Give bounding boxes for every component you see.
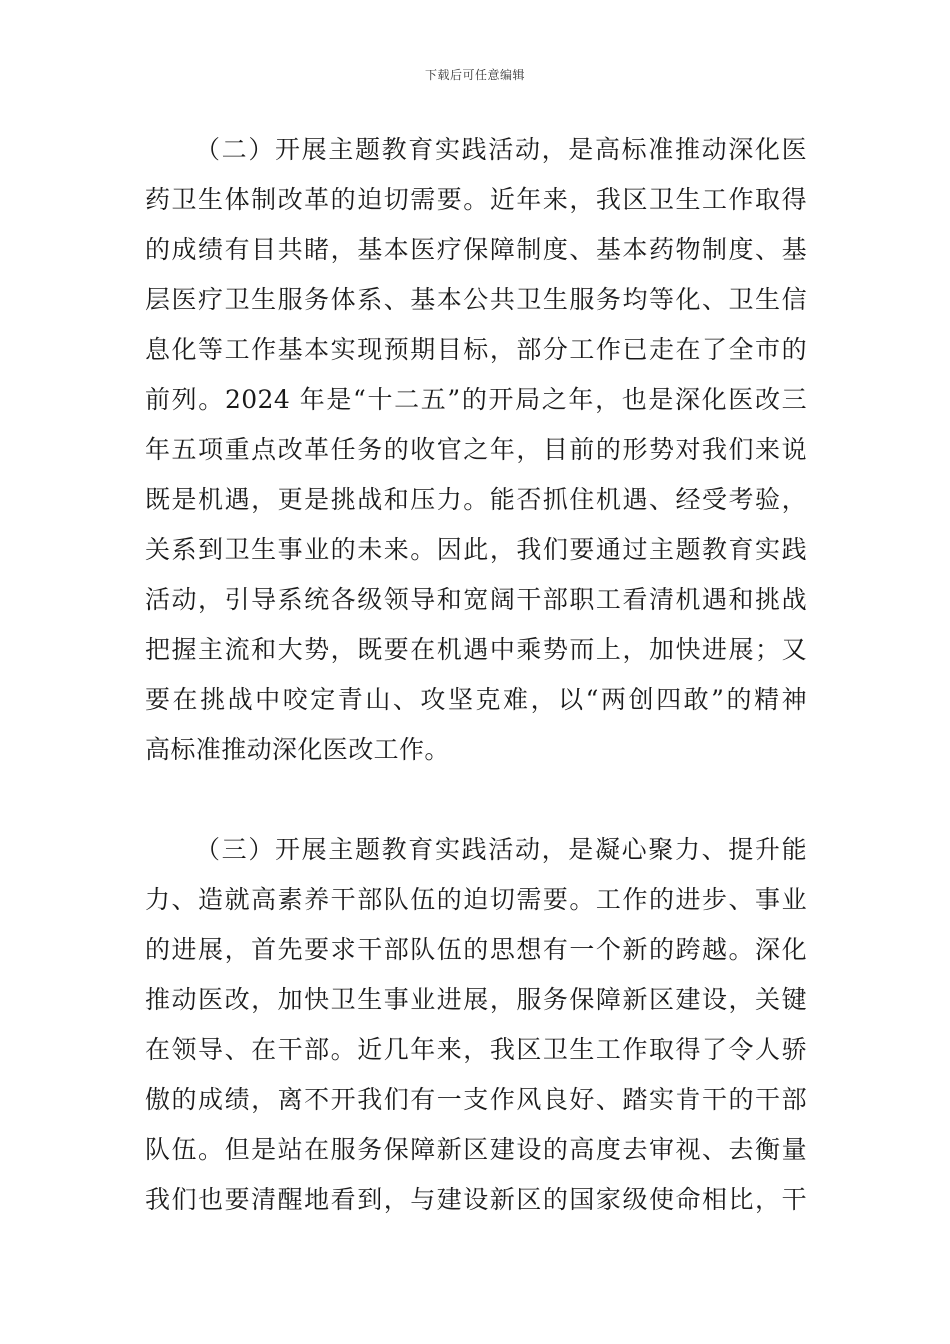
text-line: （三）开展主题教育实践活动，是凝心聚力、提升能 xyxy=(195,835,807,864)
paragraph-2 xyxy=(145,125,807,775)
text-line: 活动，引导系统各级领导和宽阔干部职工看清机遇和挑战 xyxy=(145,585,807,614)
text-line: 高标准推动深化医改工作。 xyxy=(145,735,450,764)
text-line: （二）开展主题教育实践活动，是高标准推动深化医 xyxy=(195,135,807,164)
text-line: 关系到卫生事业的未来。因此，我们要通过主题教育实践 xyxy=(145,535,807,564)
page-header: 下载后可任意编辑 xyxy=(424,68,525,82)
paragraph-3 xyxy=(145,825,807,1225)
text-line: 药卫生体制改革的迫切需要。近年来，我区卫生工作取得 xyxy=(145,185,807,214)
text-line: 队伍。但是站在服务保障新区建设的高度去审视、去衡量 xyxy=(145,1135,807,1164)
text-line: 推动医改，加快卫生事业进展，服务保障新区建设，关键 xyxy=(145,985,807,1014)
text-line: 傲的成绩，离不开我们有一支作风良好、踏实肯干的干部 xyxy=(145,1085,807,1114)
text-line: 年五项重点改革任务的收官之年，目前的形势对我们来说 xyxy=(145,435,807,464)
text-line: 要在挑战中咬定青山、攻坚克难，以“两创四敢”的精神 xyxy=(145,685,807,714)
text-line: 我们也要清醒地看到，与建设新区的国家级使命相比，干 xyxy=(145,1185,807,1214)
text-line: 息化等工作基本实现预期目标，部分工作已走在了全市的 xyxy=(145,335,807,364)
text-line: 的成绩有目共睹，基本医疗保障制度、基本药物制度、基 xyxy=(145,235,807,264)
text-line: 的进展，首先要求干部队伍的思想有一个新的跨越。深化 xyxy=(145,935,807,964)
text-line: 把握主流和大势，既要在机遇中乘势而上，加快进展；又 xyxy=(145,635,807,664)
text-line: 既是机遇，更是挑战和压力。能否抓住机遇、经受考验， xyxy=(145,485,807,514)
text-line: 力、造就高素养干部队伍的迫切需要。工作的进步、事业 xyxy=(145,885,807,914)
text-line: 在领导、在干部。近几年来，我区卫生工作取得了令人骄 xyxy=(145,1035,807,1064)
text-line: 前列。2024 年是“十二五”的开局之年，也是深化医改三 xyxy=(145,385,807,414)
text-line: 层医疗卫生服务体系、基本公共卫生服务均等化、卫生信 xyxy=(145,285,807,314)
